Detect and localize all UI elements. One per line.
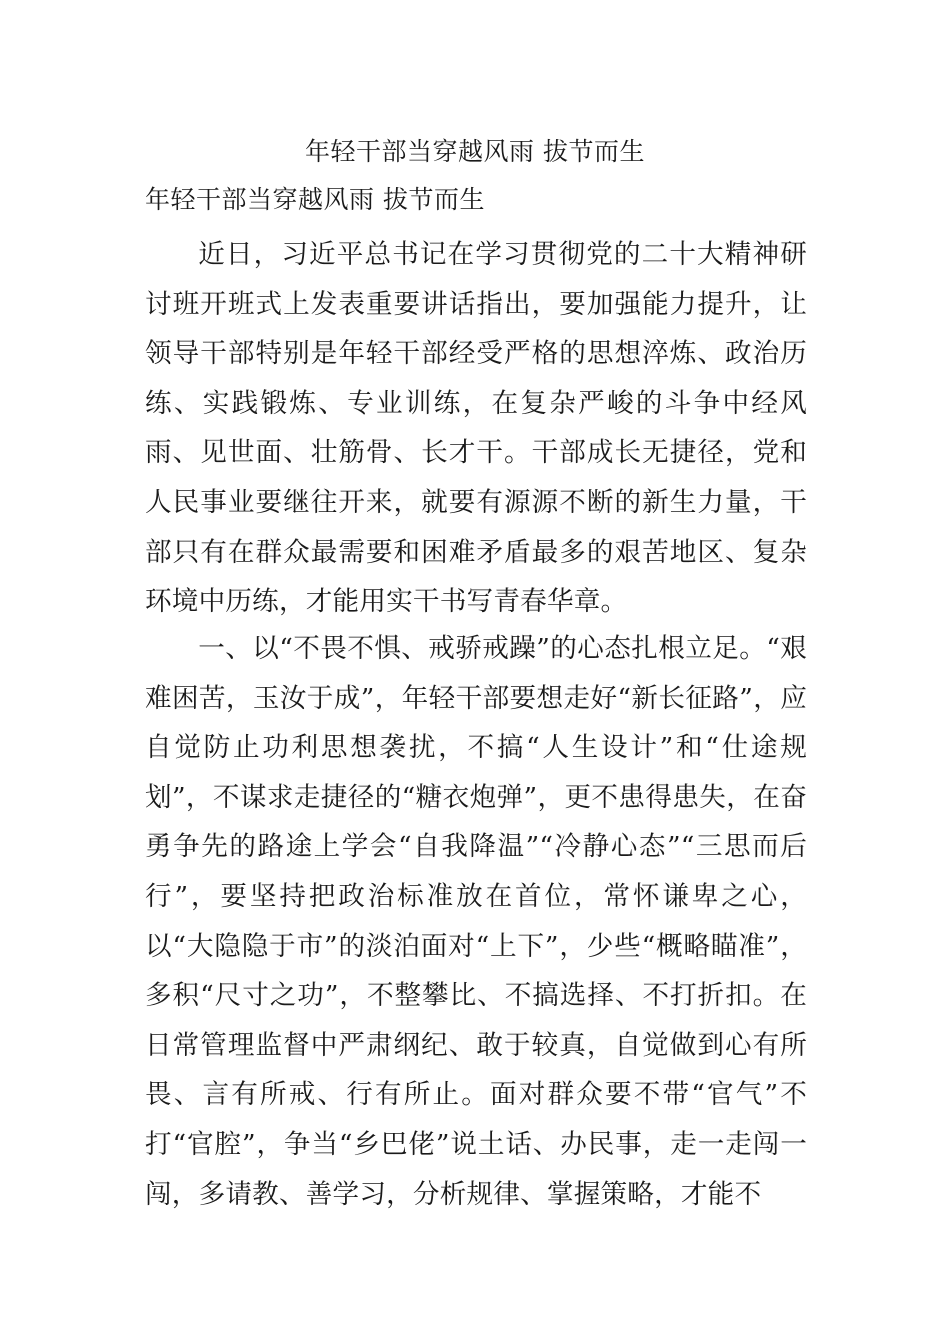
paragraph-intro: 近日，习近平总书记在学习贯彻党的二十大精神研讨班开班式上发表重要讲话指出，要加强能力提升，让领导干部特别是年轻干部经受严格的思想淬炼、政治历练、实践锻炼、专业训练，在复杂严峻的斗争中经风雨、见世面、壮筋骨、长才干。干部成长无捷径，党和人民事业要继往开来，就要有源源不断的新生力量，干部只有在群众最需要和困难矛盾最多的艰苦地区、复杂环境中历练，才能用实干书写青春华章。 (145, 239, 807, 618)
document-title: 年轻干部当穿越风雨 拔节而生 (305, 137, 645, 166)
paragraph-section-one: 一、以“不畏不惧、戒骄戒躁”的心态扎根立足。“艰难困苦，玉汝于成”，年轻干部要想走好“新长征路”，应自觉防止功利思想袭扰，不搞“人生设计”和“仕途规划”，不谋求走捷径的“糖衣炮弹”，更不患得患失，在奋勇争先的路途上学会“自我降温”“冷静心态”“三思而后行”，要坚持把政治标准放在首位，常怀谦卑之心，以“大隐隐于市”的淡泊面对“上下”，少些“概略瞄准”，多积“尺寸之功”，不整攀比、不搞选择、不打折扣。在日常管理监督中严肃纲纪、敢于较真，自觉做到心有所畏、言有所戒、行有所止。面对群众要不带“官气”不打“官腔”，争当“乡巴佬”说土话、办民事，走一走闯一闯，多请教、善学习，分析规律、掌握策略，才能不 (145, 633, 807, 1210)
document-subtitle: 年轻干部当穿越风雨 拔节而生 (145, 185, 485, 214)
